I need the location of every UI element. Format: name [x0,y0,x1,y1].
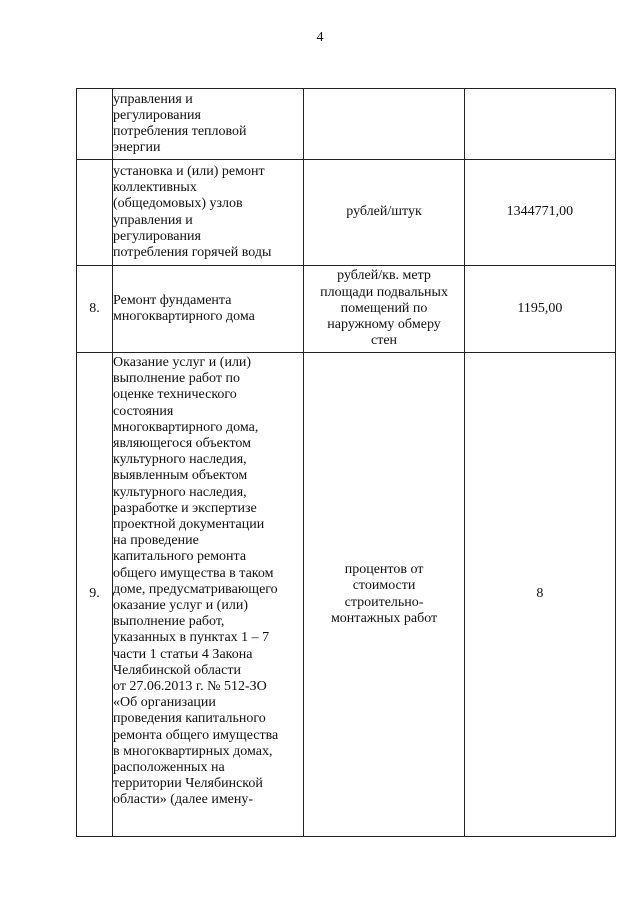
work-name-line: общего имущества в таком [113,565,274,581]
work-name-cell [113,266,304,353]
work-name-line: потребления горячей воды [113,244,272,260]
work-name-line: выполнение работ, [113,614,225,630]
table-row [77,353,616,837]
work-name-line: многоквартирного дома [113,309,255,324]
unit-line: наружному обмеру [327,317,441,333]
price-cell: 1195,00 [464,266,615,353]
work-name-line: доме, предусматривающего [113,581,278,597]
unit-line: строительно- [344,594,424,610]
work-name-cell [113,160,304,266]
work-name-line: проектной документации [113,517,265,533]
row-number-cell: 8. [77,266,113,353]
work-name-line: Оказание услуг и (или) [113,355,252,370]
work-name-line: Челябинской области [113,662,241,678]
unit-line: площади подвальных [320,284,448,300]
row-number-cell [77,89,113,160]
work-name-line: состояния [113,403,174,419]
work-name-line: многоквартирного дома, [113,419,259,435]
work-name-line: в многоквартирных домах, [113,743,273,759]
work-name-line: от 27.06.2013 г. № 512-ЗО [113,679,267,695]
unit-line: рублей/штук [346,204,422,220]
work-name-line: «Об организации [113,695,216,711]
work-name-line: выполнение работ по [113,371,240,387]
unit-line: рублей/кв. метр [337,268,431,284]
unit-line: помещений по [340,300,428,316]
work-name-line: ремонта общего имущества [113,727,279,743]
work-name-line: регулирования [113,228,201,244]
unit-line: монтажных работ [330,610,438,626]
tariff-table [76,88,616,837]
work-name-line: области» (далее имену- [113,792,254,808]
work-name-line: культурного наследия, [113,452,247,468]
table-row [77,266,616,353]
work-name-line: указанных в пунктах 1 – 7 [113,630,270,646]
unit-line: стен [371,333,398,349]
unit-line: процентов от [344,562,424,578]
work-name-line: (общедомовых) узлов [113,196,243,212]
work-name-line: Ремонт фундамента [113,292,232,308]
row-number-cell [77,160,113,266]
work-name-line: регулирования [113,107,201,123]
work-name-line: управления и [113,212,193,228]
table-row [77,89,616,160]
work-name-line: оказание услуг и (или) [113,598,248,614]
unit-cell [304,160,464,266]
work-name-line: расположенных на [113,760,225,776]
work-name-line: управления и [113,91,193,107]
work-name-line: капитального ремонта [113,549,247,565]
work-name-cell [113,89,304,160]
unit-cell [304,353,464,837]
work-name-line: являющегося объектом [113,436,252,452]
page-number: 4 [316,30,324,45]
work-name-line: части 1 статьи 4 Закона [113,646,253,662]
work-name-line: потребления тепловой [113,124,247,139]
work-name-line: энергии [113,140,161,156]
work-name-line: установка и (или) ремонт [113,163,265,179]
work-name-line: оценке технического [113,387,237,403]
price-cell: 8 [464,353,615,837]
work-name-line: проведения капитального [113,711,266,727]
price-cell [464,89,615,160]
table-row [77,160,616,266]
work-name-line: территории Челябинской [113,776,263,792]
work-name-line: разработке и экспертизе [113,500,257,516]
work-name-cell [113,353,304,837]
row-number-cell: 9. [77,353,113,837]
work-name-line: на проведение [113,533,199,549]
work-name-line: коллективных [113,180,197,196]
unit-cell [304,266,464,353]
work-name-line: культурного наследия, [113,484,247,500]
unit-cell [304,89,464,160]
unit-line: стоимости [352,578,416,594]
work-name-line: выявленным объектом [113,468,248,484]
price-cell: 1344771,00 [464,160,615,266]
